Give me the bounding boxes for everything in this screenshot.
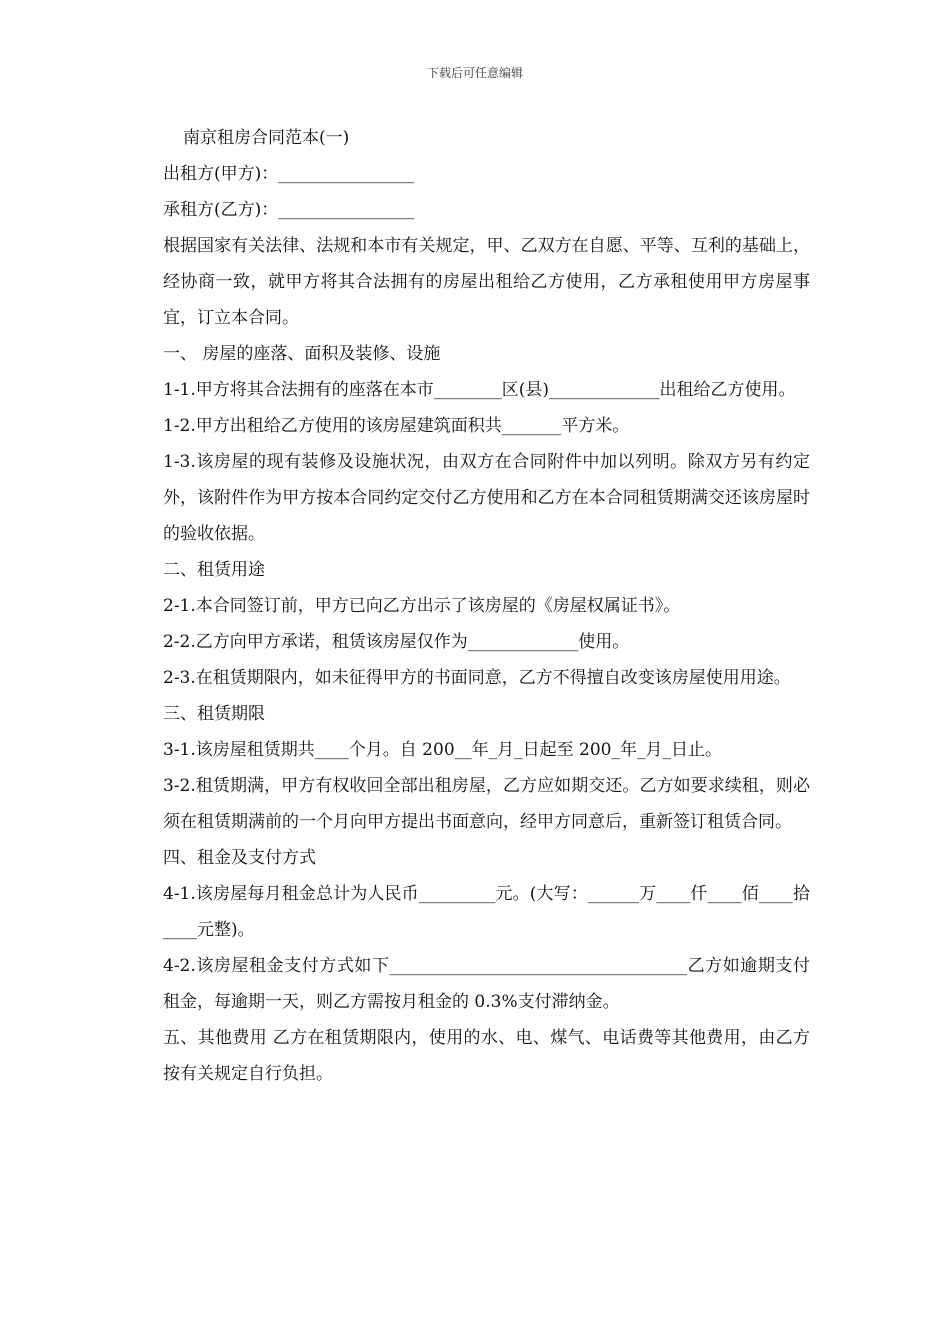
section-1-heading: 一、 房屋的座落、面积及装修、设施 [163, 344, 441, 364]
section-5-paragraph: 五、其他费用 乙方在租赁期限内，使用的水、电、煤气、电话费等其他费用，由乙方按有关规定自行负担。 [163, 1028, 810, 1084]
page-header-note: 下载后可任意编辑 [426, 66, 523, 80]
clause-3-1: 3-1.该房屋租赁期共____个月。自 200__年_月_日起至 200_年_月_日止。 [163, 740, 722, 760]
section-2-heading: 二、租赁用途 [163, 560, 265, 580]
clause-4-2: 4-2.该房屋租金支付方式如下___________________________________乙方如逾期支付租金，每逾期一天，则乙方需按月租金的 0.3%支付滞纳金。 [163, 956, 810, 1012]
clause-4-1: 4-1.该房屋每月租金总计为人民币_________元。(大写：______万____仟____佰____拾____元整)。 [163, 884, 810, 940]
section-3-heading: 三、租赁期限 [163, 704, 265, 724]
clause-2-1: 2-1.本合同签订前，甲方已向乙方出示了该房屋的《房屋权属证书》。 [163, 596, 681, 616]
clause-1-2: 1-2.甲方出租给乙方使用的该房屋建筑面积共_______平方米。 [163, 416, 630, 436]
section-4-heading: 四、租金及支付方式 [163, 848, 316, 868]
lessor-line: 出租方(甲方)：________________ [163, 164, 415, 184]
preamble-paragraph: 根据国家有关法律、法规和本市有关规定，甲、乙双方在自愿、平等、互利的基础上，经协商一致，就甲方将其合法拥有的房屋出租给乙方使用，乙方承租使用甲方房屋事宜，订立本合同。 [163, 236, 810, 328]
clause-1-1: 1-1.甲方将其合法拥有的座落在本市________区(县)_____________出租给乙方使用。 [163, 380, 796, 400]
clause-2-2: 2-2.乙方向甲方承诺，租赁该房屋仅作为_____________使用。 [163, 632, 630, 652]
contract-body [145, 120, 810, 1092]
clause-1-3: 1-3.该房屋的现有装修及设施状况，由双方在合同附件中加以列明。除双方另有约定外，该附件作为甲方按本合同约定交付乙方使用和乙方在本合同租赁期满交还该房屋时的验收依据。 [163, 452, 810, 544]
document-title: 南京租房合同范本(一) [183, 128, 350, 148]
clause-2-3: 2-3.在租赁期限内，如未征得甲方的书面同意，乙方不得擅自改变该房屋使用用途。 [163, 668, 791, 688]
clause-3-2: 3-2.租赁期满，甲方有权收回全部出租房屋，乙方应如期交还。乙方如要求续租，则必须在租赁期满前的一个月向甲方提出书面意向，经甲方同意后，重新签订租赁合同。 [163, 776, 810, 832]
lessee-line: 承租方(乙方)：________________ [163, 200, 415, 220]
